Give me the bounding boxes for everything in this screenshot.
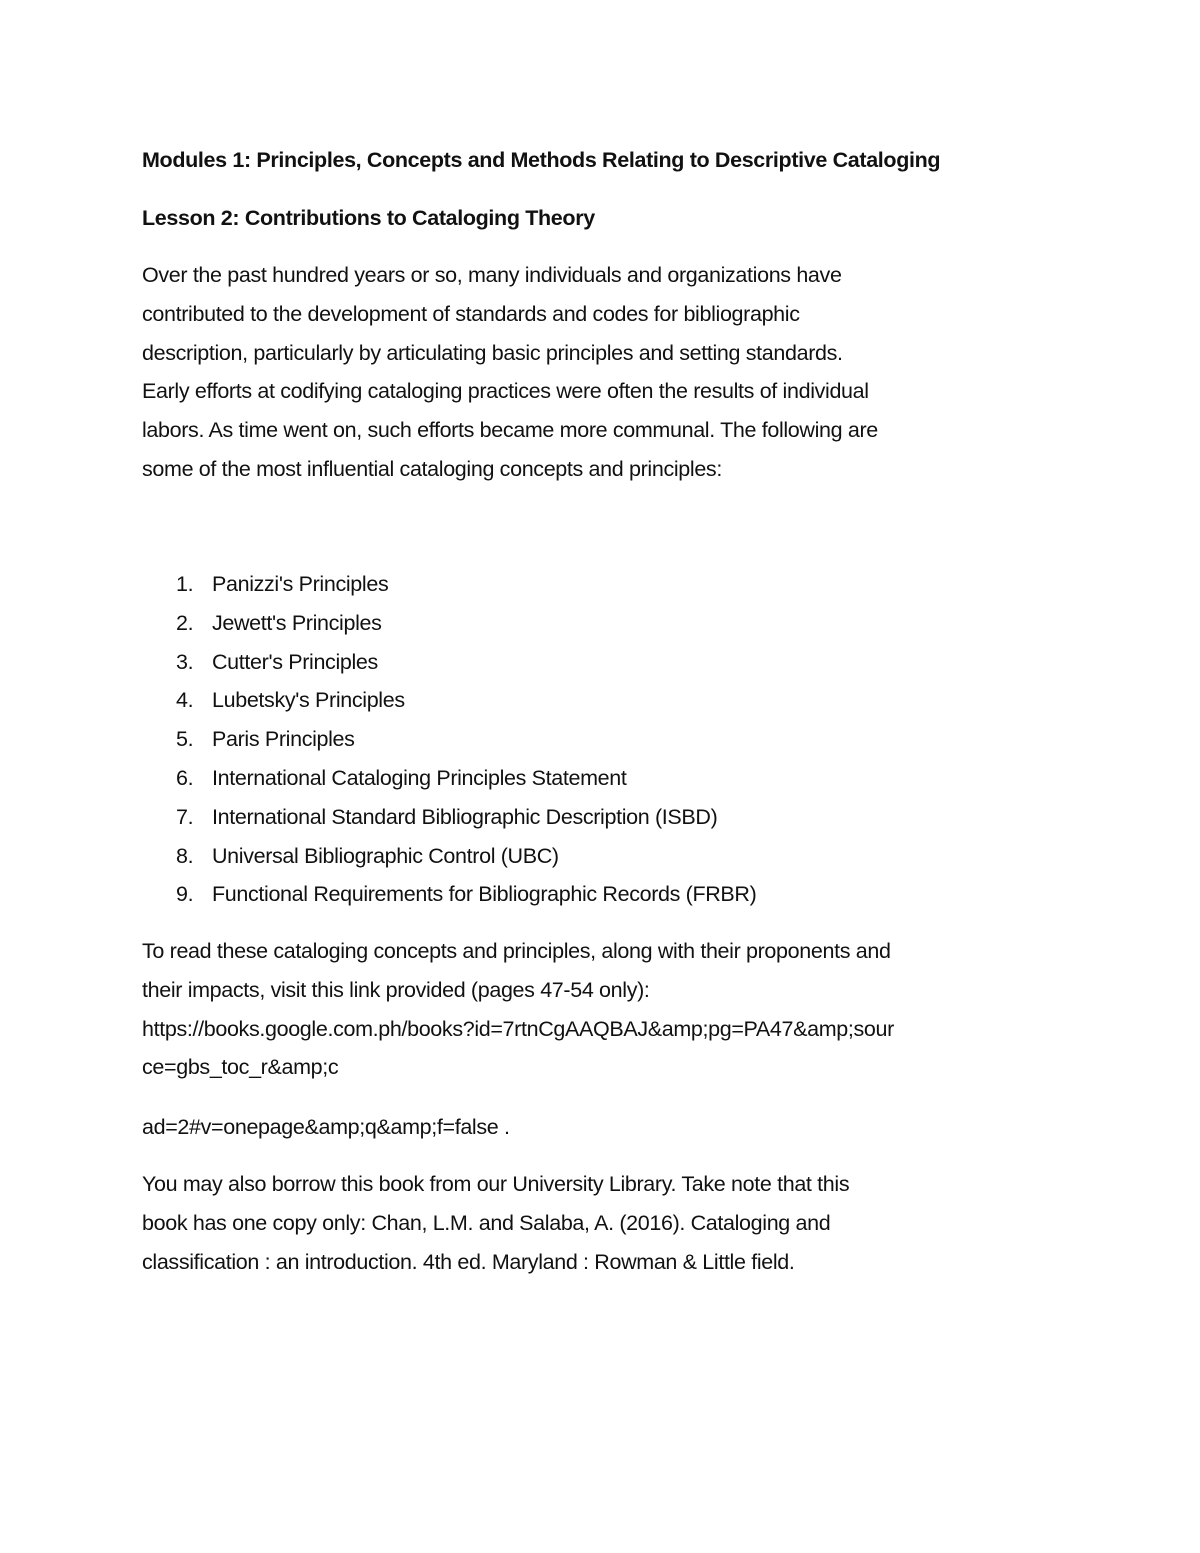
list-item — [176, 565, 756, 604]
list-item — [176, 875, 756, 914]
list-label: International Standard Bibliographic Description (ISBD) — [212, 804, 718, 829]
lesson-title-text: Lesson 2: Contributions to Cataloging Theory — [142, 206, 595, 230]
paragraph-line: Over the past hundred years or so, many individuals and organizations have — [142, 263, 842, 287]
list-label: Panizzi's Principles — [212, 572, 389, 596]
list-item — [176, 681, 756, 720]
list-item — [176, 759, 756, 798]
module-title — [142, 141, 940, 180]
list-number: 3. — [176, 649, 194, 674]
paragraph-line: To read these cataloging concepts and principles, along with their proponents and — [142, 939, 891, 963]
list-number: 6. — [176, 765, 194, 790]
list-item — [176, 604, 756, 643]
list-number: 2. — [176, 610, 194, 635]
list-number: 7. — [176, 804, 194, 829]
paragraph-line: their impacts, visit this link provided (pages 47-54 only): — [142, 977, 650, 1002]
paragraph-line: labors. As time went on, such efforts became more communal. The following are — [142, 418, 878, 443]
list-label: Cutter's Principles — [212, 649, 378, 674]
list-label: Lubetsky's Principles — [212, 688, 405, 713]
paragraph-line: description, particularly by articulating basic principles and setting standards. — [142, 340, 843, 365]
list-label: International Cataloging Principles Statement — [212, 765, 627, 790]
module-title-text: Modules 1: Principles, Concepts and Methods Relating to Descriptive Cataloging — [142, 148, 941, 172]
list-label: Jewett's Principles — [212, 610, 382, 635]
list-item — [176, 643, 756, 682]
list-number: 4. — [176, 688, 194, 713]
paragraph-line: some of the most influential cataloging concepts and principles: — [142, 456, 722, 481]
link-line: ad=2#v=onepage&amp;q&amp;f=false . — [142, 1115, 510, 1139]
list-number: 1. — [176, 572, 194, 596]
intro-paragraph — [142, 256, 878, 489]
list-number: 8. — [176, 843, 194, 868]
list-item — [176, 720, 756, 759]
paragraph-line: Early efforts at codifying cataloging practices were often the results of individual — [142, 379, 869, 404]
list-label: Functional Requirements for Bibliographic Records (FRBR) — [212, 882, 757, 907]
lesson-title — [142, 199, 595, 238]
list-number: 9. — [176, 882, 194, 907]
paragraph-line: book has one copy only: Chan, L.M. and Salaba, A. (2016). Cataloging and — [142, 1210, 831, 1235]
list-item — [176, 837, 756, 876]
link-line: https://books.google.com.ph/books?id=7rtnCgAAQBAJ&amp;pg=PA47&amp;sour — [142, 1016, 894, 1041]
list-item — [176, 798, 756, 837]
paragraph-line: You may also borrow this book from our University Library. Take note that this — [142, 1172, 850, 1196]
link-tail — [142, 1108, 510, 1147]
link-line: ce=gbs_toc_r&amp;c — [142, 1055, 339, 1080]
list-label: Paris Principles — [212, 727, 355, 752]
paragraph-line: classification : an introduction. 4th ed. Maryland : Rowman & Little field. — [142, 1249, 795, 1274]
read-paragraph — [142, 932, 894, 1087]
list-number: 5. — [176, 727, 194, 752]
list-label: Universal Bibliographic Control (UBC) — [212, 843, 559, 868]
paragraph-line: contributed to the development of standards and codes for bibliographic — [142, 301, 800, 326]
borrow-paragraph — [142, 1165, 849, 1281]
principles-list — [176, 565, 756, 914]
